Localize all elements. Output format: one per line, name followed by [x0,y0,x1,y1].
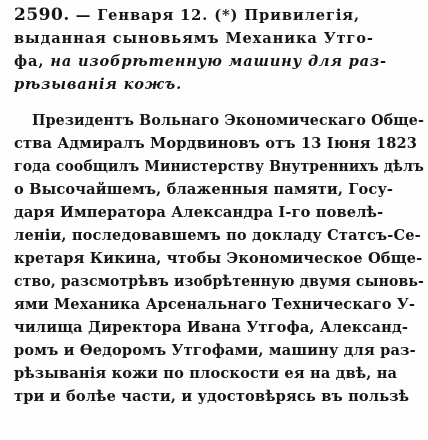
date-dash: — [75,7,92,24]
body-line-4: о Высочайшемъ, блаженныя памяти, Госу- [14,181,394,198]
body-line-3: года сообщилъ Министерству Внутреннихъ дѣлъ [14,158,424,175]
body-line-11: ромъ и Өедоромъ Утгофами, машину для раз- [14,342,416,359]
footnote-mark: (*) [214,7,239,24]
entry-heading-line-2: выданная сыновьямъ Механика Утго- [14,30,374,47]
entry-heading-leather: рѣзыванія кожъ. [14,76,182,93]
body-line-12: рѣзыванія кожи по плоскости ея на двѣ, на [14,365,398,382]
body-line-8: ство, разсмотрѣвъ изобрѣтенную двумя сыновь- [14,273,424,290]
entry-heading-privilege: Привилегія, [244,7,360,24]
body-line-2: ства Адмиралъ Мордвиновъ отъ 13 Іюня 1823 [14,135,418,152]
body-line-10: чилища Директора Ивана Утгофа, Александ- [14,319,409,336]
entry-heading-line-1 [14,5,360,27]
body-line-6: ленiи, последовавшемъ по докладу Статсъ-Се- [14,227,421,244]
entry-heading-line-3 [14,51,387,73]
body-line-1: Президентъ Вольнаго Экономическаго Обще- [32,112,425,129]
entry-heading-invention: на изобрѣтенную машину для раз- [50,53,387,70]
body-line-9: ями Механика Арсенальнаго Техническаго У- [14,296,416,313]
body-line-13: три и болѣе части, и удостовѣрясь въ пользѣ [14,388,410,405]
entry-date: Генваря 12. [97,7,209,24]
body-line-5: даря Императора Александра I-го повелѣ- [14,204,384,221]
body-line-7: кретаря Кикина, чтобы Экономическое Обще- [14,250,423,267]
entry-heading-line-4 [14,74,182,96]
entry-heading-fa: фа, [14,53,45,70]
entry-number: 2590. [14,5,70,25]
